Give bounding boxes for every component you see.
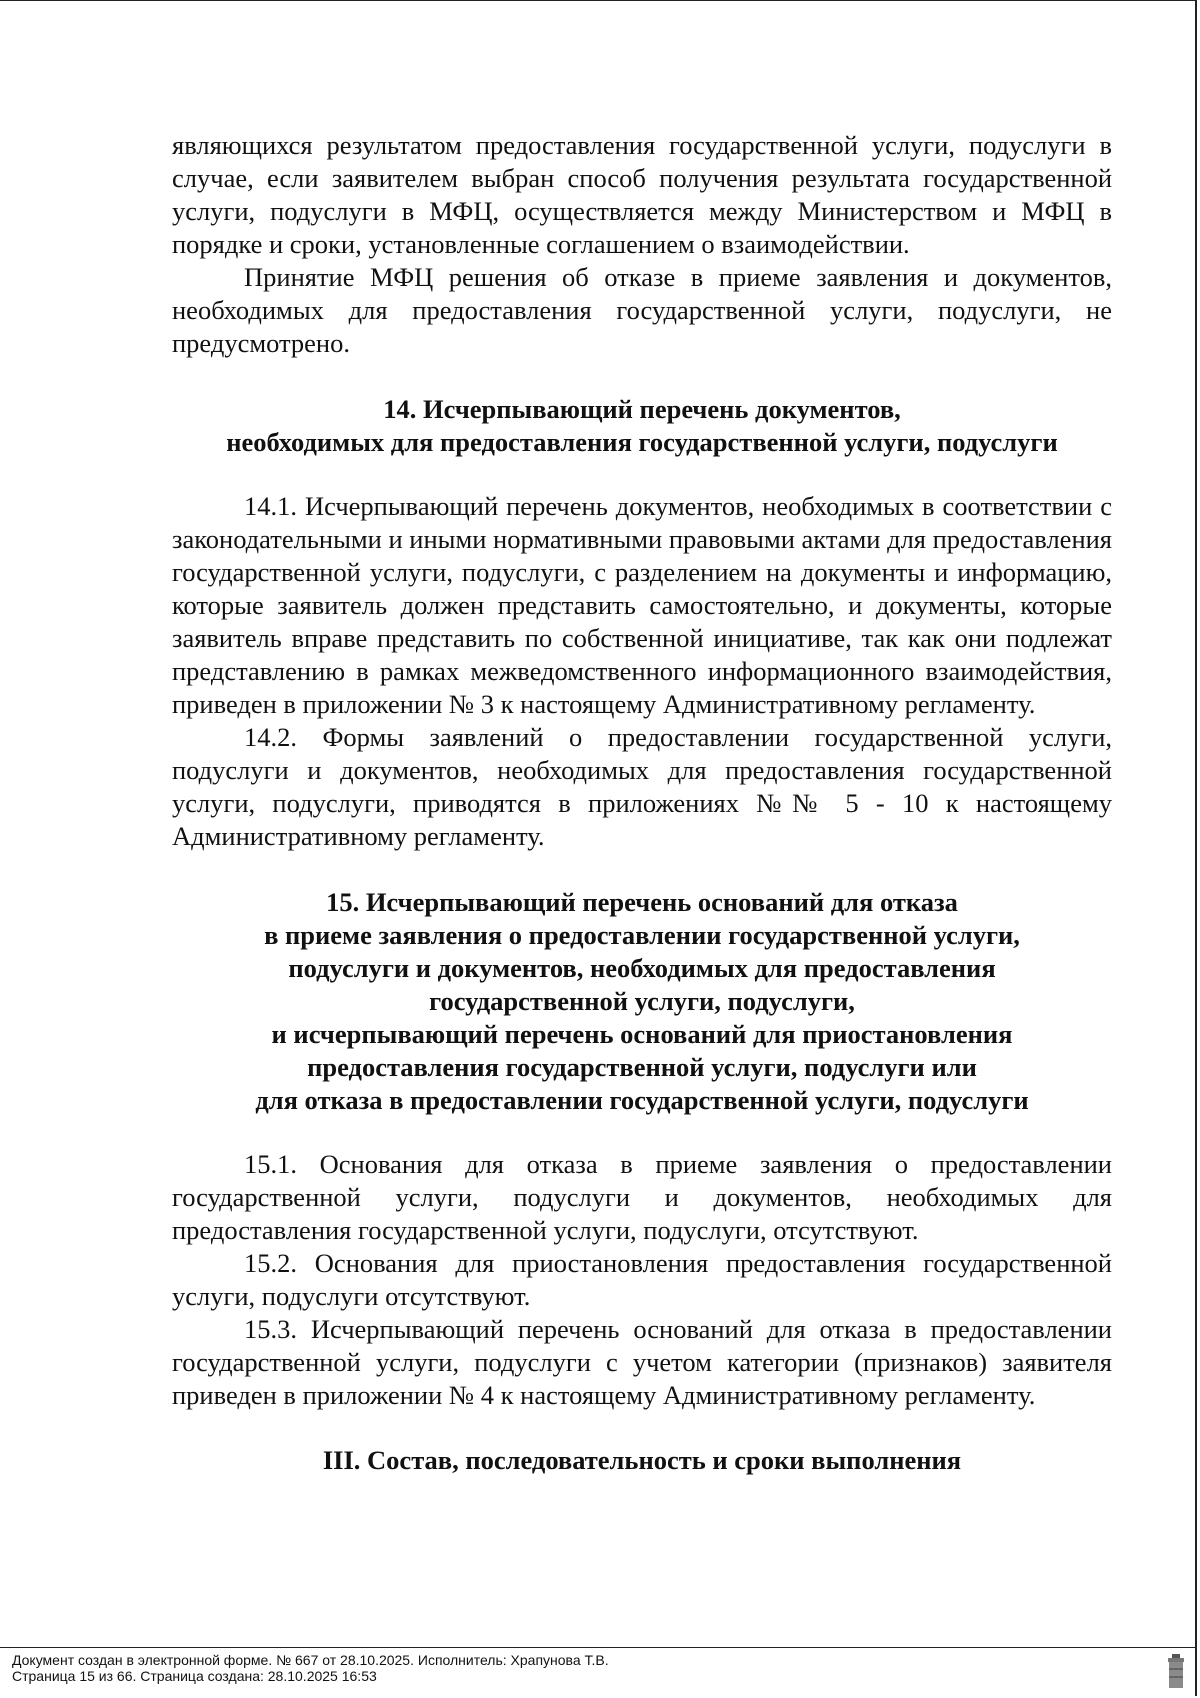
- paragraph-15-2: 15.2. Основания для приостановления предоставления государственной услуги, подуслуги отсутствуют.: [172, 1248, 1112, 1311]
- document-stamp-icon: [1167, 1654, 1185, 1690]
- heading-line: для отказа в предоставлении государственной услуги, подуслуги: [255, 1085, 1029, 1115]
- section-iii-heading: III. Состав, последовательность и сроки выполнения: [322, 1445, 962, 1475]
- heading-line: 15. Исчерпывающий перечень оснований для отказа: [326, 887, 958, 917]
- paragraph-15-1: 15.1. Основания для отказа в приеме заявления о предоставлении государственной услуги, подуслуги и документов, необходимых для предоставления государственной услуги, подуслуги, отсутствуют.: [172, 1149, 1112, 1245]
- footer-text: [12, 1652, 609, 1684]
- paragraph-mfc: Принятие МФЦ решения об отказе в приеме заявления и документов, необходимых для предоставления государственной услуги, подуслуги, не предусмотрено.: [172, 262, 1112, 358]
- heading-line: государственной услуги, подуслуги,: [429, 986, 855, 1016]
- heading-line: и исчерпывающий перечень оснований для приостановления: [271, 1019, 1013, 1049]
- paragraph-continuation: являющихся результатом предоставления государственной услуги, подуслуги в случае, если заявителем выбран способ получения результата государственной услуги, подуслуги в МФЦ, осуществляется между Министерством и МФЦ в порядке и сроки, установленные соглашением о взаимодействии.: [172, 130, 1112, 259]
- heading-line: необходимых для предоставления государственной услуги, подуслуги: [226, 427, 1058, 457]
- footer-line-page: Страница 15 из 66. Страница создана: 28.10.2025 16:53: [12, 1668, 377, 1684]
- document-footer: [0, 1647, 1197, 1697]
- heading-line: подуслуги и документов, необходимых для предоставления: [288, 953, 996, 983]
- footer-line-created: Документ создан в электронной форме. № 667 от 28.10.2025. Исполнитель: Храпунова Т.В.: [12, 1652, 609, 1668]
- heading-line: в приеме заявления о предоставлении государственной услуги,: [264, 920, 1020, 950]
- heading-line: предоставления государственной услуги, подуслуги или: [307, 1052, 977, 1082]
- paragraph-15-3: 15.3. Исчерпывающий перечень оснований для отказа в предоставлении государственной услуги, подуслуги с учетом категории (признаков) заявителя приведен в приложении № 4 к настоящему Административному регламенту.: [172, 1314, 1112, 1410]
- document-body: [172, 129, 1112, 1477]
- section-15-heading: [172, 886, 1112, 1117]
- paragraph-14-1: 14.1. Исчерпывающий перечень документов, необходимых в соответствии с законодательными и иными нормативными правовыми актами для предоставления государственной услуги, подуслуги, с разделением на документы и информацию, которые заявитель должен представить самостоятельно, и документы, которые заявитель вправе представить по собственной инициативе, так как они подлежат представлению в рамках межведомственного информационного взаимодействия, приведен в приложении № 3 к настоящему Административному регламенту.: [172, 491, 1112, 719]
- heading-line: 14. Исчерпывающий перечень документов,: [383, 394, 901, 424]
- section-14-heading: [172, 393, 1112, 459]
- paragraph-14-2: 14.2. Формы заявлений о предоставлении государственной услуги, подуслуги и документов, необходимых для предоставления государственной услуги, подуслуги, приводятся в приложениях №№ 5 - 10 к настоящему Административному регламенту.: [172, 722, 1112, 851]
